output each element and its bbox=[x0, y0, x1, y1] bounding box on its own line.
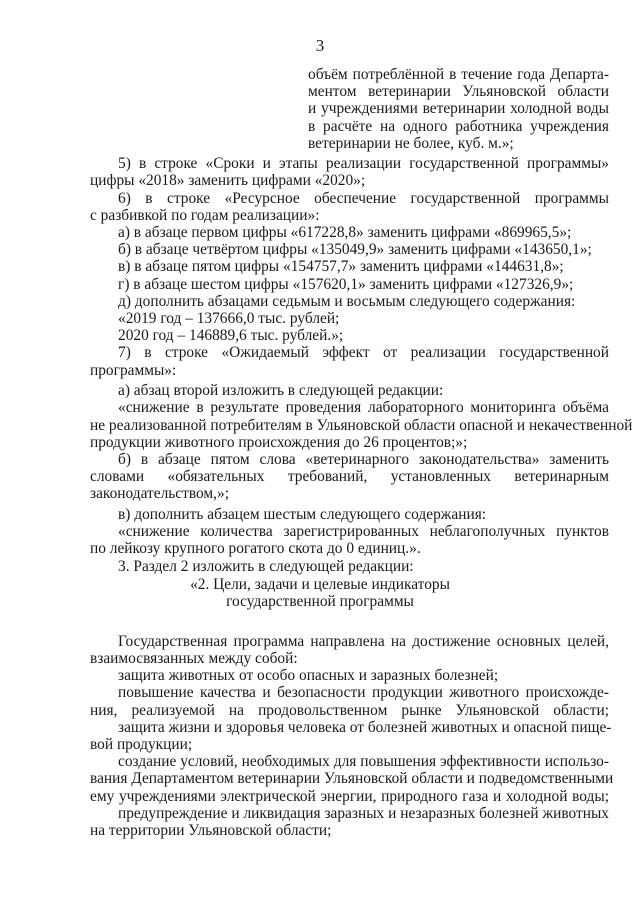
section-heading-line: государственной программы bbox=[226, 593, 414, 611]
text-line: цифры «2018» заменить цифрами «2020»; bbox=[90, 172, 366, 190]
text-line: взаимосвязанных между собой: bbox=[90, 649, 298, 667]
text-line: продукции животного происхождения до 26 процентов;»; bbox=[90, 433, 468, 451]
text-line: и учреждениями ветеринарии холодной воды bbox=[308, 100, 609, 118]
text-line: вой продукции; bbox=[90, 735, 193, 753]
text-line: ния, реализуемой на продовольственном рынке Ульяновской области; bbox=[90, 701, 609, 719]
text-line: «2019 год – 137666,0 тыс. рублей; bbox=[118, 310, 340, 328]
text-line: д) дополнить абзацами седьмым и восьмым следующего содержания: bbox=[118, 292, 576, 310]
text-line: защита животных от особо опасных и заразных болезней; bbox=[118, 667, 499, 685]
text-line: создание условий, необходимых для повышения эффективности использо- bbox=[118, 753, 609, 771]
text-line: 6) в строке «Ресурсное обеспечение государственной программы bbox=[118, 189, 609, 207]
text-line: 2020 год – 146889,6 тыс. рублей.»; bbox=[118, 327, 344, 345]
text-line: предупреждение и ликвидация заразных и незаразных болезней животных bbox=[118, 804, 609, 822]
section-heading-line: «2. Цели, задачи и целевые индикаторы bbox=[190, 576, 450, 594]
text-line: объём потреблённой в течение года Департа- bbox=[308, 66, 609, 83]
text-line: повышение качества и безопасности продукции животного происхожде- bbox=[118, 684, 609, 702]
page-number: 3 bbox=[315, 36, 325, 55]
text-line: 3. Раздел 2 изложить в следующей редакции: bbox=[118, 558, 414, 576]
text-line: ментом ветеринарии Ульяновской области bbox=[308, 83, 609, 101]
text-line: программы»: bbox=[90, 361, 177, 379]
text-line: в) дополнить абзацем шестым следующего содержания: bbox=[118, 505, 487, 523]
text-line: законодательством,»; bbox=[90, 485, 229, 503]
text-line: б) в абзаце четвёртом цифры «135049,9» заменить цифрами «143650,1»; bbox=[118, 241, 592, 259]
text-line: на территории Ульяновской области; bbox=[90, 822, 332, 839]
text-line: словами «обязательных требований, установленных ветеринарным bbox=[90, 468, 609, 486]
text-line: в) в абзаце пятом цифры «154757,7» заменить цифрами «144631,8»; bbox=[118, 258, 564, 276]
text-line: ему учреждениями электрической энергии, природного газа и холодной воды; bbox=[90, 787, 609, 805]
text-line: б) в абзаце пятом слова «ветеринарного законодательства» заменить bbox=[118, 450, 609, 468]
text-line: «снижение количества зарегистрированных неблагополучных пунктов bbox=[118, 523, 609, 541]
text-line: а) в абзаце первом цифры «617228,8» заменить цифрами «869965,5»; bbox=[118, 224, 572, 242]
text-line: по лейкозу крупного рогатого скота до 0 единиц.». bbox=[90, 540, 421, 558]
text-line: а) абзац второй изложить в следующей редакции: bbox=[118, 382, 444, 400]
text-line: не реализованной потребителям в Ульяновской области опасной и некачественной bbox=[90, 416, 633, 434]
text-line: 7) в строке «Ожидаемый эффект от реализации государственной bbox=[118, 344, 609, 362]
text-line: защита жизни и здоровья человека от болезней животных и опасной пище- bbox=[118, 718, 612, 736]
text-line: вания Департаментом ветеринарии Ульяновской области и подведомственными bbox=[90, 770, 614, 788]
text-line: г) в абзаце шестом цифры «157620,1» заменить цифрами «127326,9»; bbox=[118, 275, 574, 293]
text-line: в расчёте на одного работника учреждения bbox=[308, 117, 609, 135]
text-line: «снижение в результате проведения лабораторного мониторинга объёма bbox=[118, 399, 609, 417]
text-line: с разбивкой по годам реализации»: bbox=[90, 206, 320, 224]
text-line: Государственная программа направлена на достижение основных целей, bbox=[118, 632, 609, 650]
text-line: ветеринарии не более, куб. м.»; bbox=[308, 134, 514, 152]
text-line: 5) в строке «Сроки и этапы реализации государственной программы» bbox=[118, 155, 609, 173]
